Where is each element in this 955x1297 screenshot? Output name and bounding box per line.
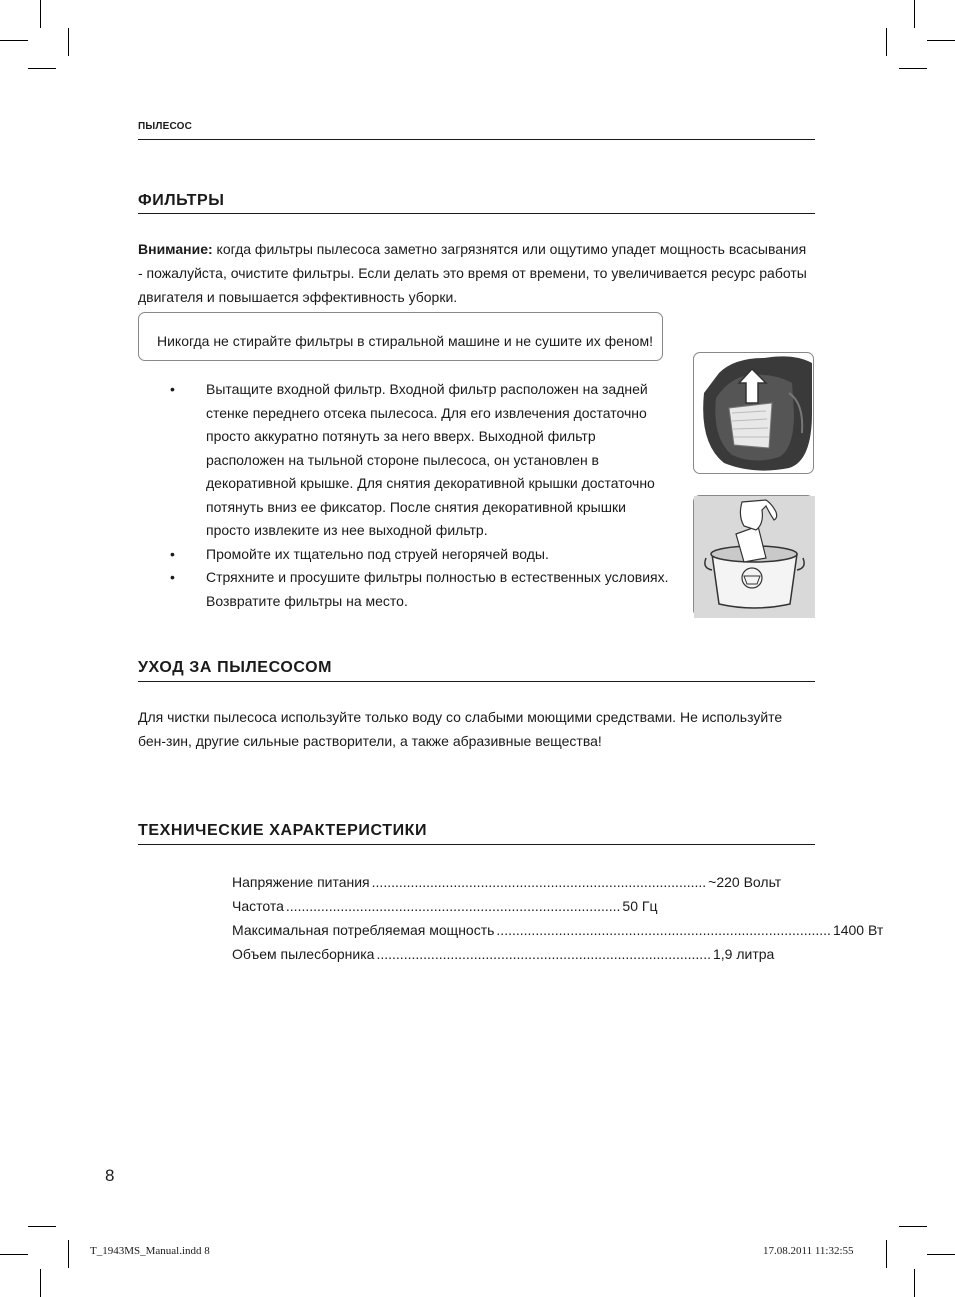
file-slug: T_1943MS_Manual.indd 8 [90,1245,210,1257]
crop-mark [40,1269,41,1297]
dot-leader: ...................................................................................... [376,946,711,962]
list-item: • Стряхните и просушите фильтры полностью в естественных условиях. Возвратите фильтры на место. [170,566,670,613]
crop-mark [886,28,887,56]
dot-leader: ...................................................................................... [496,922,831,938]
bullet-icon: • [170,569,175,585]
filter-washing-illustration [693,495,814,617]
spec-row-power [232,918,884,942]
specs-section-title: ТЕХНИЧЕСКИЕ ХАРАКТЕРИСТИКИ [138,822,428,839]
header-divider [138,139,815,140]
crop-mark [0,40,28,41]
washing-basin-icon [694,496,815,618]
spec-label: Объем пылесборника [232,946,375,962]
filters-section-title: ФИЛЬТРЫ [138,192,225,209]
spec-value: ~220 Вольт [708,874,782,890]
crop-mark [40,0,41,28]
crop-mark [927,1254,955,1255]
spec-row-frequency [232,894,658,918]
spec-row-capacity [232,942,775,966]
specs-table [232,870,884,966]
attention-label: Внимание: [138,241,213,257]
crop-mark [927,40,955,41]
crop-mark [28,1226,56,1227]
warning-text: Никогда не стирайте фильтры в стиральной машине и не сушите их феном! [157,333,653,349]
care-section-title: УХОД ЗА ПЫЛЕСОСОМ [138,659,333,676]
spec-row-voltage [232,870,782,894]
crop-mark [0,1254,28,1255]
spec-value: 1,9 литра [712,946,775,962]
list-item: • Вытащите входной фильтр. Входной фильтр расположен на задней стенке переднего отсека пылесоса. Для его извлечения достаточно просто аккуратно потянуть за него вверх. Выходной фильтр расположен на тыльной стороне пылесоса, он установлен в декоративной крышке. Для снятия декоративной крышки достаточно потянуть вниз ее фиксатор. После снятия декоративной крышки просто извлеките из нее выходной фильтр. [170,378,670,543]
attention-paragraph [138,237,808,309]
dot-leader: ...................................................................................... [285,898,621,914]
running-header: ПЫЛЕСОС [138,121,193,132]
section-divider [138,213,815,214]
spec-label: Максимальная потребляемая мощность [232,922,495,938]
spec-value: 50 Гц [622,898,658,914]
spec-label: Напряжение питания [232,874,370,890]
spec-value: 1400 Вт [832,922,884,938]
care-paragraph: Для чистки пылесоса используйте только воду со слабыми моющими средствами. Не используйте бен-зин, другие сильные растворители, а также абразивные вещества! [138,709,783,749]
crop-mark [899,68,927,69]
filter-removal-illustration [693,352,814,474]
crop-mark [899,1226,927,1227]
warning-box [138,312,663,361]
crop-mark [68,28,69,56]
vacuum-compartment-icon [694,353,815,475]
crop-mark [914,1269,915,1297]
section-divider [138,681,815,682]
section-divider [138,844,815,845]
crop-mark [914,0,915,28]
date-slug: 17.08.2011 11:32:55 [763,1245,854,1257]
attention-text: когда фильтры пылесоса заметно загрязнятся или ощутимо упадет мощность всасывания - пожалуйста, очистите фильтры. Если делать это время от времени, то увеличивается ресурс работы двигателя и повышается эффективность уборки. [138,241,807,305]
filter-steps-list [170,378,670,613]
crop-mark [68,1240,69,1268]
page-number: 8 [105,1166,115,1185]
list-item: • Промойте их тщательно под струей негорячей воды. [170,543,670,567]
bullet-icon: • [170,381,175,397]
bullet-icon: • [170,545,175,562]
spec-label: Частота [232,898,284,914]
dot-leader: ...................................................................................... [371,874,707,890]
crop-mark [886,1240,887,1268]
crop-mark [28,68,56,69]
